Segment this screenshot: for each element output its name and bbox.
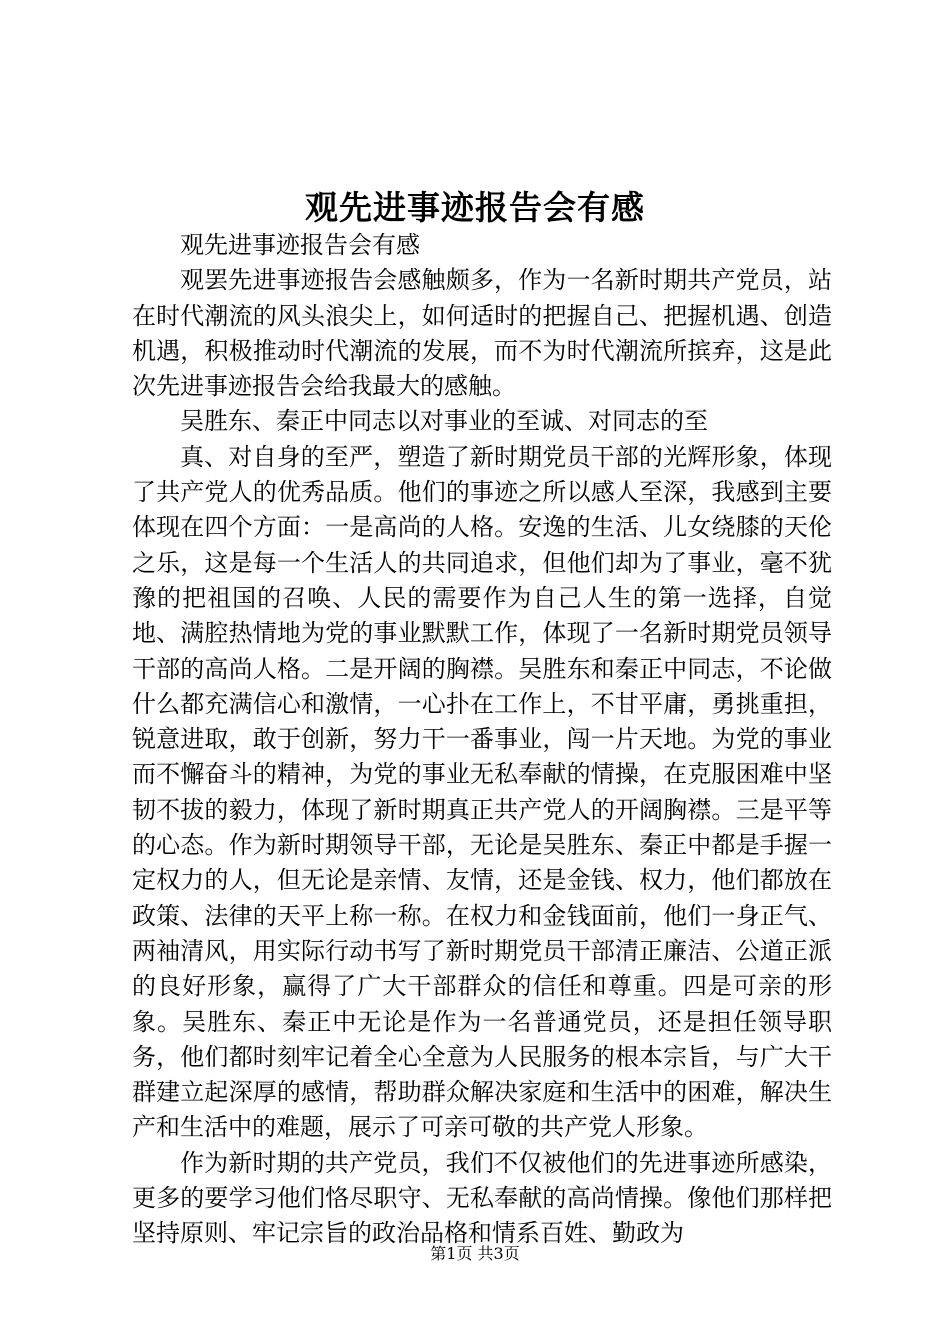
paragraph-intro: 观罢先进事迹报告会感触颇多，作为一名新时期共产党员，站在时代潮流的风头浪尖上，如何适时的把握自己、把握机遇、创造机遇，积极推动时代潮流的发展，而不为时代潮流所摈弃，这是此次先进事迹报告会给我最大的感触。	[132, 266, 832, 401]
document-body	[132, 228, 832, 1252]
paragraph-closing: 作为新时期的共产党员，我们不仅被他们的先进事迹所感染，更多的要学习他们恪尽职守、无私奉献的高尚情操。像他们那样把坚持原则、牢记宗旨的政治品格和情系百姓、勤政为	[132, 1148, 832, 1248]
paragraph-lead: 吴胜东、秦正中同志以对事业的至诚、对同志的至	[180, 407, 708, 436]
paragraph-subtitle: 观先进事迹报告会有感	[180, 231, 420, 259]
page-number-footer: 第1页 共3页	[430, 1244, 520, 1263]
paragraph-main: 真、对自身的至严，塑造了新时期党员干部的光辉形象，体现了共产党人的优秀品质。他们的事迹之所以感人至深，我感到主要体现在四个方面：一是高尚的人格。安逸的生活、儿女绕膝的天伦之乐，这是每一个生活人的共同追求，但他们却为了事业，毫不犹豫的把祖国的召唤、人民的需要作为自己人生的第一选择，自觉地、满腔热情地为党的事业默默工作，体现了一名新时期党员领导干部的高尚人格。二是开阔的胸襟。吴胜东和秦正中同志，不论做什么都充满信心和激情，一心扑在工作上，不甘平庸，勇挑重担，锐意进取，敢于创新，努力干一番事业，闯一片天地。为党的事业而不懈奋斗的精神，为党的事业无私奉献的情操，在克服困难中坚韧不拔的毅力，体现了新时期真正共产党人的开阔胸襟。三是平等的心态。作为新时期领导干部，无论是吴胜东、秦正中都是手握一定权力的人，但无论是亲情、友情，还是金钱、权力，他们都放在政策、法律的天平上称一称。在权力和金钱面前，他们一身正气、两袖清风，用实际行动书写了新时期党员干部清正廉洁、公道正派的良好形象，赢得了广大干部群众的信任和尊重。四是可亲的形象。吴胜东、秦正中无论是作为一名普通党员，还是担任领导职务，他们都时刻牢记着全心全意为人民服务的根本宗旨，与广大干群建立起深厚的感情，帮助群众解决家庭和生活中的困难，解决生产和生活中的难题，展示了可亲可敬的共产党人形象。	[132, 442, 832, 1142]
document-title: 观先进事迹报告会有感	[305, 188, 645, 227]
